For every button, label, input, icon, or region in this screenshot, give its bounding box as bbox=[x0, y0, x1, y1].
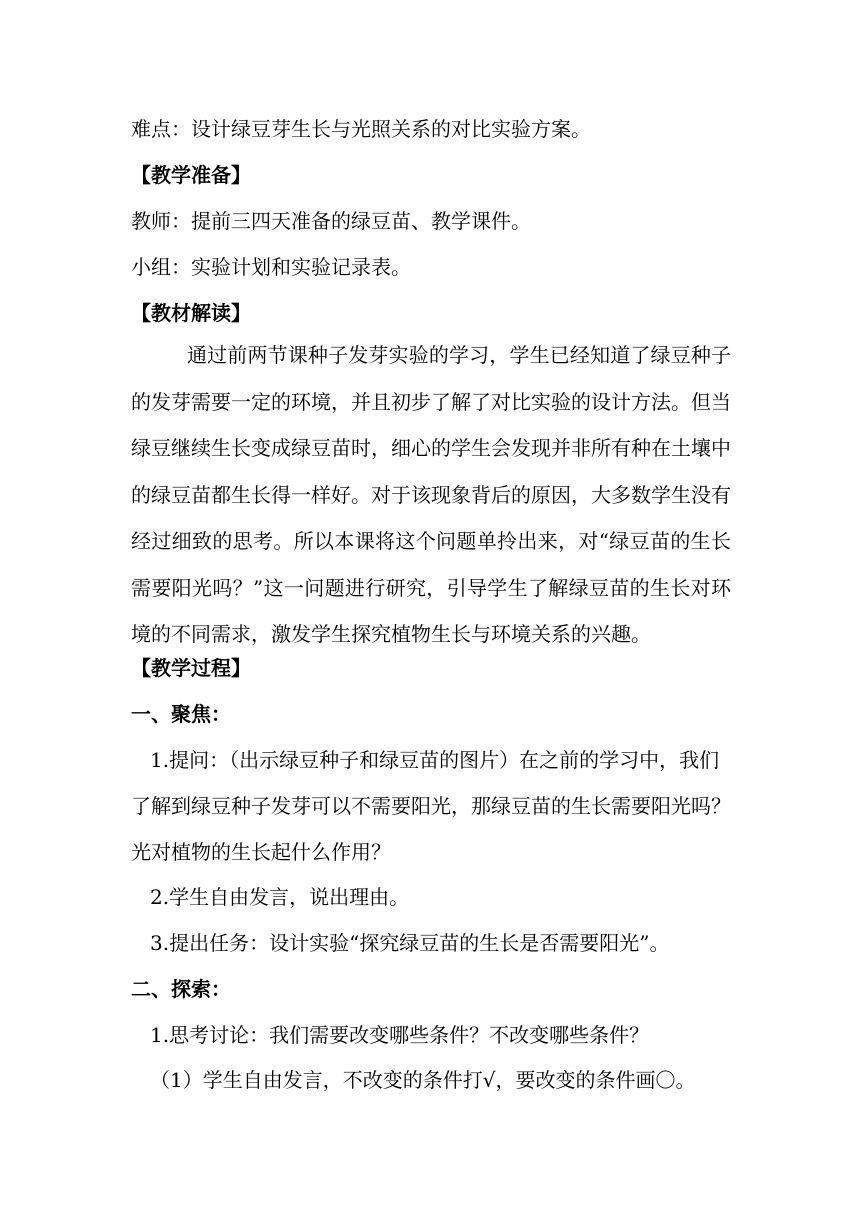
material-analysis-heading: 【教材解读】 bbox=[131, 301, 251, 325]
explore-item-1: 1.思考讨论：我们需要改变哪些条件？不改变哪些条件？ bbox=[150, 1023, 650, 1047]
focus-item-2: 2.学生自由发言，说出理由。 bbox=[150, 885, 410, 909]
teaching-process-heading: 【教学过程】 bbox=[131, 656, 251, 680]
difficulty-line: 难点：设计绿豆芽生长与光照关系的对比实验方案。 bbox=[131, 117, 591, 141]
focus-item-1-line-1: 1.提问：（出示绿豆种子和绿豆苗的图片）在之前的学习中，我们 bbox=[150, 748, 720, 772]
teacher-prep-line: 教师：提前三四天准备的绿豆苗、教学课件。 bbox=[131, 209, 531, 233]
focus-item-1-line-2: 了解到绿豆种子发芽可以不需要阳光，那绿豆苗的生长需要阳光吗？ bbox=[131, 794, 731, 818]
group-prep-line: 小组：实验计划和实验记录表。 bbox=[131, 255, 411, 279]
focus-section-heading: 一、聚焦： bbox=[131, 702, 231, 726]
focus-item-1-line-3: 光对植物的生长起什么作用？ bbox=[131, 840, 391, 864]
teaching-prep-heading: 【教学准备】 bbox=[131, 163, 251, 187]
focus-item-3: 3.提出任务：设计实验“探究绿豆苗的生长是否需要阳光”。 bbox=[150, 931, 670, 955]
explore-section-heading: 二、探索： bbox=[131, 977, 231, 1001]
material-analysis-paragraph: 通过前两节课种子发芽实验的学习，学生已经知道了绿豆种子的发芽需要一定的环境，并且初步了解了对比实验的设计方法。但当绿豆继续生长变成绿豆苗时，细心的学生会发现并非所有种在土壤中的绿豆苗都生长得一样好。对于该现象背后的原因，大多数学生没有经过细致的思考。所以本课将这个问题单拎出来，对“绿豆苗的生长需要阳光吗？”这一问题进行研究，引导学生了解绿豆苗的生长对环境的不同需求，激发学生探究植物生长与环境关系的兴趣。 bbox=[131, 343, 731, 646]
explore-item-1-sub-1: （1）学生自由发言，不改变的条件打√，要改变的条件画〇。 bbox=[150, 1068, 696, 1092]
